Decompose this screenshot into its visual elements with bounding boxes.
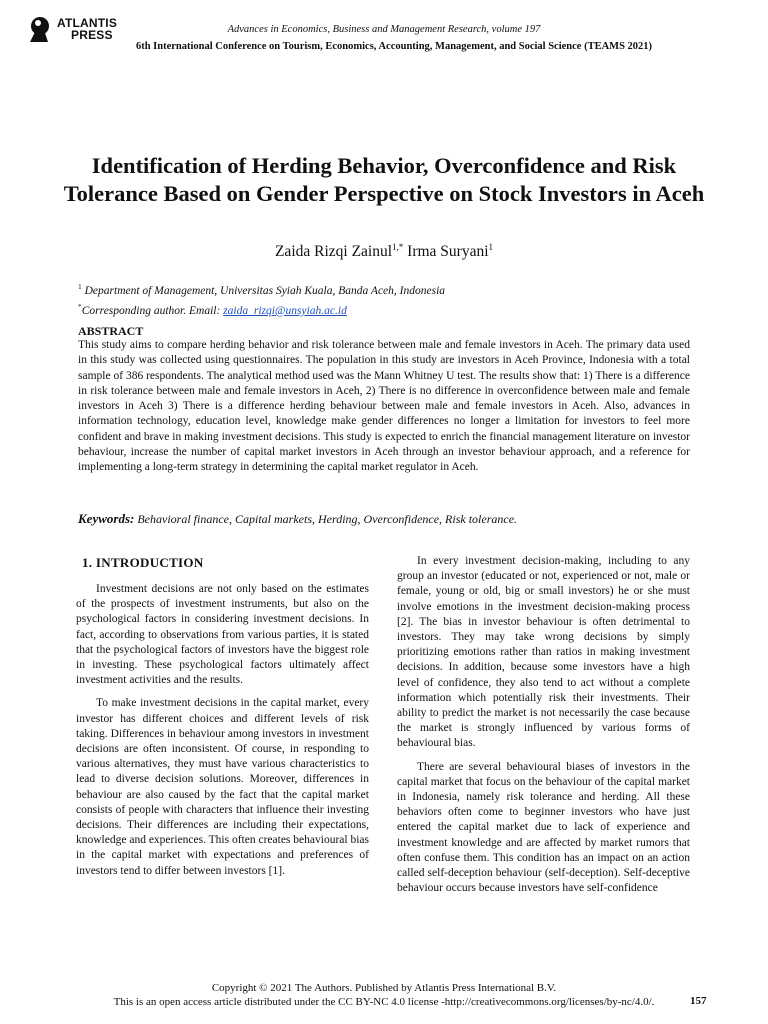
paragraph: Investment decisions are not only based on the estimates of the prospects of investment instruments, but also on the psychological factors in considering investment decisions. In fact, according to observations from various parties, it is stated that the psychological factors of investors have the biggest role in investing. These psychological factors ultimately affect investment activities and the results.: [76, 583, 369, 687]
paragraph: There are several behavioural biases of investors in the capital market that focus on the behaviour of the capital market in Indonesia, namely risk tolerance and herding. All these behaviors often come to beginner investors who have just entered the capital market due to lack of experience and investment knowledge and are affected by market rumors that often confuse them. This condition has an impact on an action called self-deception behaviour (self-deception). Self-deceptive behaviour occurs because investors have self-confidence: [397, 760, 690, 895]
affil-sup-corr: *: [78, 301, 82, 311]
footer: [0, 981, 768, 1009]
abstract-text: This study aims to compare herding behavior and risk tolerance between male and female investors in Aceh. The primary data used in this study was collected using questionnaires. The population in this study are investors in Aceh Province, Indonesia with a total sample of 386 respondents. The analytical method used was the Mann Whitney U test. The results show that: 1) There is a difference in risk tolerance between male and female investors in Aceh, 2) There is no difference in overconfidence between male and female investors in Aceh 3) There is a difference herding behaviour between male and female investors in Aceh. Also, advances in information technology, education level, knowledge make gender differences no longer a limitation for investors to feel more confident and brave in making investment decisions. This study is expected to enrich the financial management literature on investor behaviour, increase the number of capital market investors in Aceh through an investor behaviour approach, and a reference for implementing a long-term strategy in determining the capital market regulator in Aceh.: [78, 339, 690, 474]
section-heading: 1. INTRODUCTION: [82, 555, 204, 570]
abstract-heading: ABSTRACT: [78, 324, 144, 338]
left-column: [76, 582, 369, 887]
footer-copyright: Copyright © 2021 The Authors. Published by Atlantis Press International B.V.: [211, 982, 557, 994]
paragraph: In every investment decision-making, including to any group an investor (educated or not, experienced or not, male or female, young or old, big or small investors) he or she must involve emotions in the investment decision-making process [2]. The bias in investor behaviour is often detrimental to investors. They may take wrong decisions by simply prioritizing emotions rather than ratios in making investment decisions. In addition, because some investors have a high level of confidence, they also tend to act without a complete information which potentially risk their investments. Their ability to predict the market is not necessarily the case because the market is strongly influenced by various forms of behavioural bias.: [397, 555, 690, 750]
affiliation-line: Department of Management, Universitas Syiah Kuala, Banda Aceh, Indonesia: [84, 284, 446, 297]
keywords-text: Behavioral finance, Capital markets, Herding, Overconfidence, Risk tolerance.: [134, 512, 518, 526]
affiliations: [78, 279, 445, 319]
author-1-sup: 1,*: [392, 242, 404, 252]
affil-sup-1: 1: [78, 282, 82, 291]
paragraph: To make investment decisions in the capital market, every investor has different choices and different levels of risk taking. Differences in behaviour among investors in investment decisions are often inconsistent. Of course, in responding to various alternatives, they must have various characteristics to lead to diverse decision solutions. Moreover, differences in behaviour are also caused by the fact that the capital market consists of people with characters that influence their investing decisions. Their differences are including their expectations, knowledge and experiences. This often creates behavioural bias in the capital market with expectations and preferences of investors tend to differ between investors [1].: [76, 697, 369, 877]
page-number: 157: [690, 995, 707, 1007]
right-column: [397, 554, 690, 904]
email-link[interactable]: zaida_rizqi@unsyiah.ac.id: [223, 304, 347, 317]
keywords: [78, 511, 517, 527]
authors: [0, 242, 768, 261]
author-2-name: Irma Suryani: [407, 243, 489, 261]
paper-title: Identification of Herding Behavior, Overconfidence and Risk Tolerance Based on Gender Perspective on Stock Investors in Aceh: [63, 153, 705, 206]
keywords-label: Keywords:: [78, 511, 135, 526]
footer-license: This is an open access article distributed under the CC BY-NC 4.0 license -http://creativecommons.org/licenses/by-nc/4.0/.: [113, 996, 655, 1008]
logo-line1: ATLANTIS: [57, 16, 118, 30]
series-header: Advances in Economics, Business and Management Research, volume 197: [227, 24, 541, 35]
conference-header: 6th International Conference on Tourism, Economics, Accounting, Management, and Social Science (TEAMS 2021): [135, 41, 653, 52]
author-1-name: Zaida Rizqi Zainul: [274, 243, 393, 261]
logo-line2: PRESS: [71, 28, 113, 42]
author-2-sup: 1: [488, 242, 494, 252]
corresponding-label: Corresponding author. Email:: [81, 304, 224, 317]
